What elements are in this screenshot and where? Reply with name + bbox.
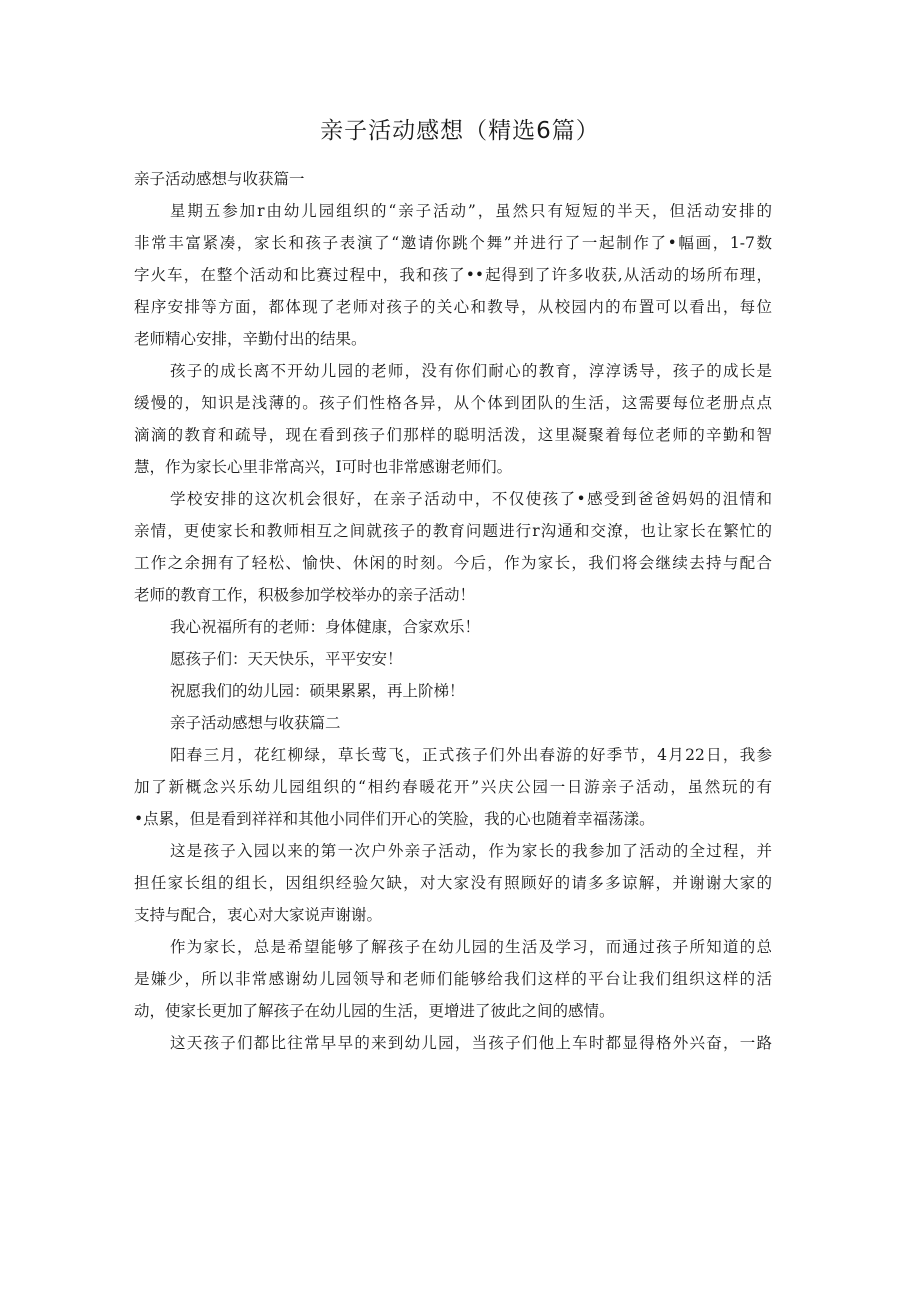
- paragraph-line: 学校安排的这次机会很好，在亲子活动中，不仅使孩了•感受到爸爸妈妈的沮情和: [170, 490, 772, 508]
- paragraph-line: 滴滴的教育和疏导，现在看到孩子们那样的聪明活泼，这里凝聚着每位老师的辛勤和智: [134, 426, 772, 444]
- paragraph-line: 是嫌少，所以非常感谢幼儿园领导和老师们能够给我们这样的平台让我们组织这样的活: [134, 970, 772, 988]
- paragraph-line: 慧，作为家长心里非常高兴，I可时也非常感谢老师们。: [134, 458, 513, 476]
- paragraph-line: 担任家长组的组长，因组织经验欠缺，对大家没有照顾好的请多多谅解，并谢谢大家的: [134, 874, 772, 892]
- paragraph-line: 这天孩子们都比往常早早的来到幼儿园，当孩子们他上车时都显得格外兴奋，一路: [170, 1034, 772, 1052]
- paragraph-line: 非常丰富紧凑，家长和孩子表演了“邀请你跳个舞”并进行了一起制作了•幅画，1-7数: [134, 234, 772, 252]
- paragraph-line: 动，使家长更加了解孩子在幼儿园的生活，更增进了彼此之间的感情。: [134, 1002, 615, 1020]
- paragraph-line: •点累，但是看到祥祥和其他小同伴们开心的笑脸，我的心也随着幸福荡漾。: [134, 810, 655, 828]
- paragraph-line: 加了新概念兴乐幼儿园组织的“相约春暖花开”兴庆公园一日游亲子活动，虽然玩的有: [134, 778, 772, 796]
- paragraph-line: 这是孩子入园以来的第一次户外亲子活动，作为家长的我参加了活动的全过程，并: [170, 842, 772, 860]
- section-heading-1: 亲子活动感想与收获篇一: [134, 170, 305, 188]
- paragraph-line: 孩子的成长离不开幼儿园的老师，没有你们耐心的教育，淳淳诱导，孩子的成长是: [170, 362, 772, 380]
- paragraph-line: 支持与配合，衷心对大家说声谢谢。: [134, 906, 383, 924]
- paragraph-line: 字火车，在整个活动和比赛过程中，我和孩了••起得到了许多收获,从活动的场所布理，: [134, 266, 772, 284]
- paragraph-line: 作为家长，总是希望能够了解孩子在幼儿园的生活及学习，而通过孩子所知道的总: [170, 938, 772, 956]
- paragraph-line: 亲情，更使家长和教师相互之间就孩子的教育问题进行r沟通和交潦，也让家长在繁忙的: [134, 522, 772, 540]
- blessing-line: 祝愿我们的幼儿园：硕果累累，再上阶梯！: [170, 682, 465, 700]
- document-title: 亲子活动感想（精选6篇）: [320, 118, 600, 144]
- section-heading-2: 亲子活动感想与收获篇二: [170, 714, 341, 732]
- paragraph-line: 星期五参加r由幼儿园组织的“亲子活动”，虽然只有短短的半天，但活动安排的: [170, 202, 772, 220]
- blessing-line: 我心祝福所有的老师：身体健康，合家欢乐！: [170, 618, 481, 636]
- paragraph-line: 程序安排等方面，都体现了老师对孩子的关心和教导，从校园内的布置可以看出，每位: [134, 298, 772, 316]
- paragraph-line: 老师精心安排，辛勤付出的结果。: [134, 330, 367, 348]
- paragraph-line: 缓慢的，知识是浅薄的。孩子们性格各异，从个体到团队的生活，这需要每位老册点点: [134, 394, 772, 412]
- paragraph-line: 阳春三月，花红柳绿，草长莺飞，正式孩子们外出春游的好季节，4月22日，我参: [170, 746, 772, 764]
- blessing-line: 愿孩子们：天天快乐，平平安安！: [170, 650, 403, 668]
- paragraph-line: 工作之余拥有了轻松、愉快、休闲的时刻。今后，作为家长，我们将会继续去持与配合: [134, 554, 772, 572]
- paragraph-line: 老师的教育工作，积极参加学校举办的亲子活动！: [134, 586, 476, 604]
- document-body: [134, 163, 772, 1059]
